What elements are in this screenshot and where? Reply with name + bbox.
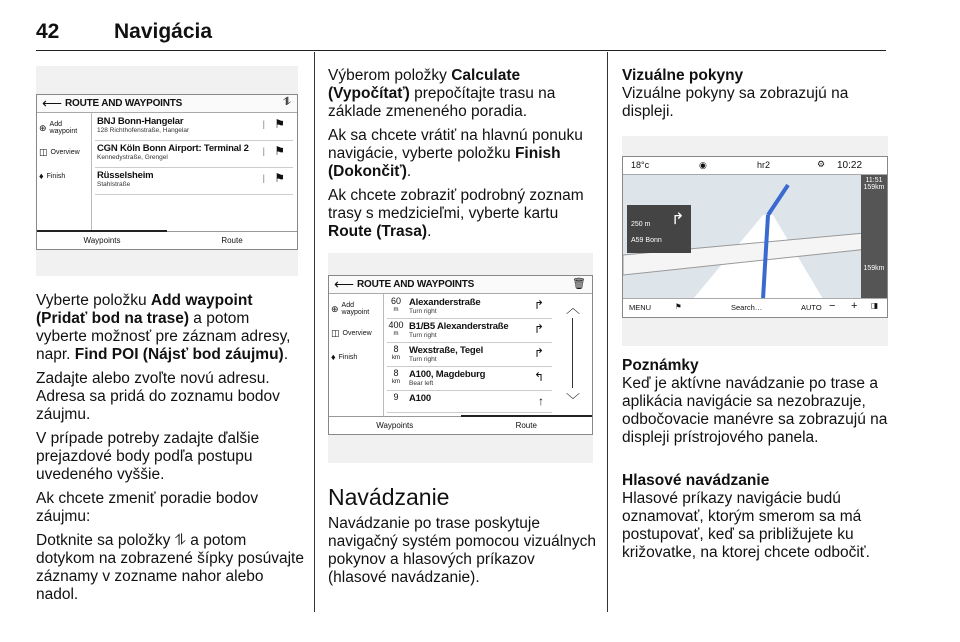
paragraph: Vizuálne pokyny sa zobrazujú na displeji. xyxy=(622,85,849,120)
waypoint-flag-icon: ⚑ xyxy=(274,144,285,158)
paragraph: V prípade potreby zadajte ďalšie prejazdové body podľa postupu uvedeného vyššie. xyxy=(36,430,260,483)
bear-left-icon: ↰ xyxy=(533,370,544,384)
screen-tabs xyxy=(329,416,592,434)
column-3-text xyxy=(622,67,888,127)
plus-circle-icon: ⊕ xyxy=(39,122,47,133)
section-title: Navigácia xyxy=(114,20,213,43)
scroll-down-icon[interactable]: ﹀ xyxy=(566,392,580,408)
subheading: Vizuálne pokyny xyxy=(622,67,744,84)
screen-title: ROUTE AND WAYPOINTS xyxy=(65,98,183,109)
back-arrow-icon[interactable]: ⟵ xyxy=(334,276,355,292)
finish-icon: ♦ xyxy=(331,352,336,362)
route-row[interactable]: 8 km A100, Magdeburg Bear left ↰ xyxy=(387,367,552,391)
location-icon: ◉ xyxy=(699,160,707,170)
turn-right-icon: ↱ xyxy=(533,322,544,336)
notes-block xyxy=(622,357,888,447)
turn-right-icon: ↱ xyxy=(533,298,544,312)
layers-icon[interactable]: ◨ xyxy=(871,301,879,310)
screen-sidebar xyxy=(329,294,384,416)
reorder-icon[interactable]: ⥮ xyxy=(283,96,291,108)
screen-titlebar xyxy=(329,276,592,294)
screenshot-waypoints xyxy=(36,66,298,276)
page-header xyxy=(36,0,886,52)
page-number: 42 xyxy=(36,20,60,43)
auto-zoom-button[interactable]: AUTO xyxy=(801,303,822,312)
map-icon: ◫ xyxy=(331,328,340,338)
turn-right-icon: ↱ xyxy=(671,211,685,228)
side-item-finish[interactable]: ♦ Finish xyxy=(331,352,358,362)
navigation-map[interactable] xyxy=(623,175,887,299)
settings-gear-icon[interactable]: ⚙ xyxy=(817,159,826,169)
scroll-up-icon[interactable]: ︿ xyxy=(566,300,580,316)
side-item-add-waypoint[interactable]: ⊕ Add waypoint xyxy=(39,121,78,135)
subheading: Hlasové navádzanie xyxy=(622,472,770,489)
paragraph: Dotknite sa položky ⥮ a potom dotykom na zobrazené šípky posúvajte záznamy v zozname nahor alebo nadol. xyxy=(36,532,304,603)
paragraph: Výberom položky Calculate (Vypočítať) prepočítajte trasu na základe zmeneného poradia. xyxy=(328,67,556,120)
flag-icon[interactable]: ⚑ xyxy=(675,302,682,311)
map-icon: ◫ xyxy=(39,147,48,157)
active-tab-indicator xyxy=(461,415,593,417)
paragraph: Ak sa chcete vrátiť na hlavnú ponuku navigácie, vyberte položku Finish (Dokončiť). xyxy=(328,127,583,180)
reorder-icon: ⥮ xyxy=(174,532,186,549)
paragraph: Ak chcete zmeniť poradie bodov záujmu: xyxy=(36,490,259,525)
guidance-screen xyxy=(622,156,888,318)
column-divider-1 xyxy=(314,52,315,612)
screenshot-route xyxy=(328,253,593,463)
finish-icon: ♦ xyxy=(39,171,44,181)
header-rule xyxy=(36,50,886,51)
route-row[interactable]: 8 km Wexstraße, Tegel Turn right ↱ xyxy=(387,343,552,367)
turn-right-icon: ↱ xyxy=(533,346,544,360)
screen-title: ROUTE AND WAYPOINTS xyxy=(357,279,475,290)
nav-status-bar: 18°c ◉ hr2 ⚙ 10:22 xyxy=(623,157,887,175)
paragraph: Navádzanie po trase poskytuje navigačný systém pomocou vizuálnych pokynov a hlasových príkazov (hlasové navádzanie). xyxy=(328,515,596,586)
zoom-out-icon[interactable]: − xyxy=(829,300,836,312)
finish-flag-icon: ⚑ xyxy=(274,171,285,185)
side-item-finish[interactable]: ♦ Finish xyxy=(39,171,66,181)
back-arrow-icon[interactable]: ⟵ xyxy=(42,95,63,111)
turn-instruction-box: ↱ 250 m A59 Bonn xyxy=(627,205,691,253)
paragraph: Vyberte položku Add waypoint (Pridať bod na trase) a potom vyberte možnosť pre záznam adresy, napr. Find POI (Nájsť bod záujmu). xyxy=(36,292,291,363)
trash-icon[interactable]: 🗑 xyxy=(572,278,586,290)
screenshot-guidance xyxy=(622,136,888,346)
column-divider-2 xyxy=(607,52,608,612)
tab-route[interactable]: Route xyxy=(221,236,243,245)
route-screen xyxy=(328,275,593,435)
voice-guidance-block xyxy=(622,472,888,562)
zoom-in-icon[interactable]: + xyxy=(851,300,858,312)
screen-sidebar xyxy=(37,113,92,231)
menu-button[interactable]: MENU xyxy=(629,303,652,312)
waypoint-row[interactable]: CGN Köln Bonn Airport: Terminal 2 Kennedystraße, Grengel | ⚑ xyxy=(95,141,293,168)
paragraph: Hlasové príkazy navigácie budú oznamovať, ktorým smerom sa má postupovať, keď sa približujete ku križovatke, na ktorej chcete odbočiť. xyxy=(622,490,870,561)
section-heading: Navádzanie xyxy=(328,484,450,510)
screen-titlebar xyxy=(37,95,297,113)
screen-tabs xyxy=(37,231,297,249)
scrollbar[interactable] xyxy=(572,318,573,388)
route-row[interactable]: 60 m Alexanderstraße Turn right ↱ xyxy=(387,295,552,319)
nav-bottom-bar xyxy=(623,298,887,317)
search-input[interactable]: Search… xyxy=(731,303,763,312)
route-row[interactable]: 9 A100 ↑ xyxy=(387,391,552,413)
waypoint-row[interactable]: BNJ Bonn-Hangelar 128 Richthofenstraße, Hangelar | ⚑ xyxy=(95,114,293,141)
tab-waypoints[interactable]: Waypoints xyxy=(376,421,414,430)
plus-circle-icon: ⊕ xyxy=(331,303,339,314)
paragraph: Ak chcete zobraziť podrobný zoznam trasy s medzicieľmi, vyberte kartu Route (Trasa). xyxy=(328,187,584,240)
waypoint-flag-icon: ⚑ xyxy=(274,117,285,131)
paragraph: Zadajte alebo zvoľte novú adresu. Adresa sa pridá do zoznamu bodov záujmu. xyxy=(36,370,280,423)
active-tab-indicator xyxy=(37,230,167,232)
waypoints-screen xyxy=(36,94,298,250)
column-2-text xyxy=(328,67,596,247)
waypoint-row[interactable]: Rüsselsheim Stahlstraße | ⚑ xyxy=(95,168,293,195)
column-1-text xyxy=(36,292,304,610)
notes-title: Poznámky xyxy=(622,357,699,374)
side-item-overview[interactable]: ◫ Overview xyxy=(39,147,80,157)
tab-waypoints[interactable]: Waypoints xyxy=(83,236,121,245)
side-item-add-waypoint[interactable]: ⊕ Add waypoint xyxy=(331,302,370,316)
eta-panel: 11:51 159km 159km xyxy=(861,175,887,299)
straight-arrow-icon: ↑ xyxy=(538,394,544,408)
notes-text: Keď je aktívne navádzanie po trase a aplikácia navigácie sa nezobrazuje, odbočovacie manévre sa zobrazujú na displeji prístrojového panela. xyxy=(622,375,888,446)
tab-route[interactable]: Route xyxy=(515,421,537,430)
side-item-overview[interactable]: ◫ Overview xyxy=(331,328,372,338)
route-row[interactable]: 400 m B1/B5 Alexanderstraße Turn right ↱ xyxy=(387,319,552,343)
